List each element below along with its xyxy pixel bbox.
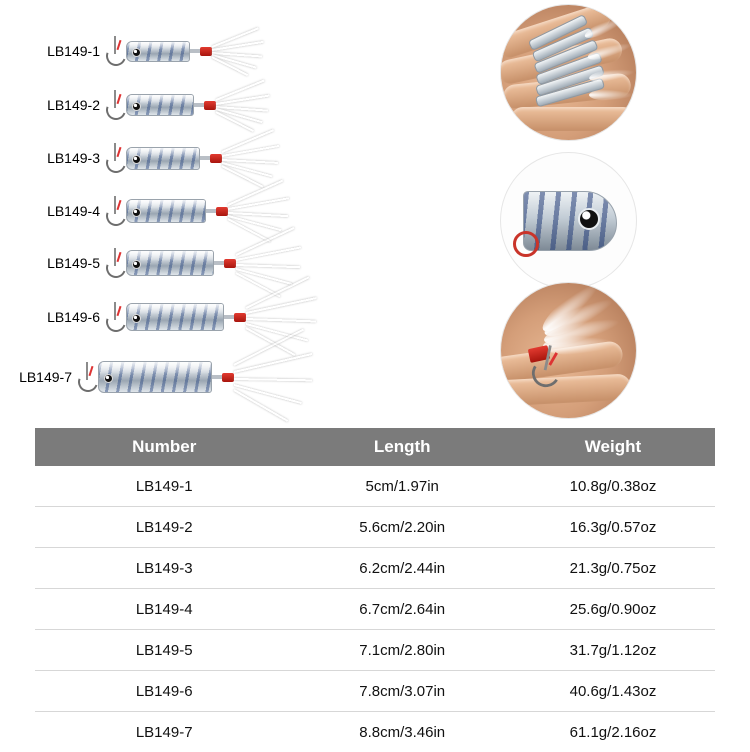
red-thread-wrap bbox=[222, 373, 234, 382]
table-row bbox=[35, 548, 715, 589]
lure-label: LB149-7 bbox=[19, 369, 72, 385]
split-ring-link bbox=[224, 315, 234, 319]
lure-body bbox=[98, 361, 212, 393]
cell-number: LB149-4 bbox=[135, 600, 193, 618]
cell-number: LB149-1 bbox=[135, 477, 193, 495]
red-thread-wrap bbox=[224, 259, 236, 268]
hook-icon bbox=[104, 141, 126, 175]
lure-row bbox=[8, 234, 302, 292]
column-header-number: Number bbox=[132, 437, 197, 456]
feather-tail bbox=[246, 291, 318, 343]
lure-body bbox=[126, 94, 194, 116]
cell-length: 7.8cm/3.07in bbox=[359, 682, 446, 700]
table-row bbox=[35, 630, 715, 671]
lure-label: LB149-1 bbox=[47, 43, 100, 59]
cell-number: LB149-2 bbox=[135, 518, 193, 536]
split-ring-link bbox=[206, 209, 216, 213]
feather-tail bbox=[212, 32, 264, 70]
lure-label: LB149-5 bbox=[47, 255, 100, 271]
cell-weight: 10.8g/0.38oz bbox=[569, 477, 657, 495]
cell-length: 6.2cm/2.44in bbox=[359, 559, 446, 577]
cell-length: 6.7cm/2.64in bbox=[359, 600, 446, 618]
lure-lineup bbox=[0, 0, 490, 425]
hook-icon bbox=[104, 300, 126, 334]
lure-row bbox=[0, 348, 314, 406]
lure-row bbox=[8, 129, 280, 187]
lure-graphic bbox=[104, 28, 264, 74]
feather-tail bbox=[234, 348, 314, 406]
column-header-length: Length bbox=[373, 437, 431, 456]
lure-label: LB149-2 bbox=[47, 97, 100, 113]
cell-length: 8.8cm/3.46in bbox=[359, 723, 446, 741]
table-row bbox=[35, 589, 715, 630]
cell-number: LB149-7 bbox=[135, 723, 193, 741]
table-row bbox=[35, 507, 715, 548]
cell-length: 7.1cm/2.80in bbox=[359, 641, 446, 659]
cell-length: 5cm/1.97in bbox=[365, 477, 439, 495]
feather-tail bbox=[216, 85, 270, 125]
feather-tail bbox=[222, 137, 280, 179]
lure-body bbox=[126, 41, 190, 62]
feather-tail bbox=[228, 189, 290, 233]
cell-number: LB149-3 bbox=[135, 559, 193, 577]
cell-weight: 31.7g/1.12oz bbox=[569, 641, 657, 659]
lure-body bbox=[126, 250, 214, 276]
lure-body bbox=[126, 147, 200, 170]
lure-graphic bbox=[104, 240, 302, 286]
split-ring-link bbox=[200, 156, 210, 160]
red-thread-wrap bbox=[204, 101, 216, 110]
cell-number: LB149-5 bbox=[135, 641, 193, 659]
hook-icon bbox=[104, 34, 126, 68]
cell-weight: 21.3g/0.75oz bbox=[569, 559, 657, 577]
split-ring-icon bbox=[513, 231, 539, 257]
table-row bbox=[35, 671, 715, 712]
lure-label: LB149-6 bbox=[47, 309, 100, 325]
hook-icon bbox=[104, 194, 126, 228]
red-thread-wrap bbox=[200, 47, 212, 56]
split-ring-link bbox=[190, 49, 200, 53]
table-header-row bbox=[35, 428, 715, 466]
lure-body bbox=[126, 199, 206, 223]
lure-row bbox=[8, 22, 264, 80]
specification-table bbox=[35, 428, 715, 752]
lure-graphic bbox=[104, 135, 280, 181]
lure-row bbox=[8, 288, 318, 346]
split-ring-link bbox=[214, 261, 224, 265]
cell-weight: 40.6g/1.43oz bbox=[569, 682, 657, 700]
table-row bbox=[35, 466, 715, 507]
feather-tail bbox=[236, 239, 302, 287]
column-header-weight: Weight bbox=[584, 437, 642, 456]
split-ring-link bbox=[194, 103, 204, 107]
cell-weight: 25.6g/0.90oz bbox=[569, 600, 657, 618]
red-thread-wrap bbox=[210, 154, 222, 163]
hook-icon bbox=[76, 360, 98, 394]
hook-icon bbox=[104, 246, 126, 280]
lure-eye bbox=[578, 208, 600, 230]
lure-graphic bbox=[104, 188, 290, 234]
table-row bbox=[35, 712, 715, 752]
lure-graphic bbox=[76, 354, 314, 400]
hook-icon bbox=[104, 88, 126, 122]
cell-number: LB149-6 bbox=[135, 682, 193, 700]
photo-lure-head-closeup bbox=[500, 152, 637, 289]
cell-weight: 16.3g/0.57oz bbox=[569, 518, 657, 536]
photo-hand-holding-lure-set bbox=[500, 4, 637, 141]
red-thread-wrap bbox=[234, 313, 246, 322]
lure-label: LB149-4 bbox=[47, 203, 100, 219]
lure-graphic bbox=[104, 294, 318, 340]
lure-row bbox=[8, 182, 290, 240]
red-thread-wrap bbox=[216, 207, 228, 216]
cell-weight: 61.1g/2.16oz bbox=[569, 723, 657, 741]
photo-feather-hook-closeup bbox=[500, 282, 637, 419]
lure-label: LB149-3 bbox=[47, 150, 100, 166]
cell-length: 5.6cm/2.20in bbox=[359, 518, 446, 536]
lure-row bbox=[8, 76, 270, 134]
lure-body bbox=[126, 303, 224, 331]
lure-graphic bbox=[104, 82, 270, 128]
split-ring-link bbox=[212, 375, 222, 379]
